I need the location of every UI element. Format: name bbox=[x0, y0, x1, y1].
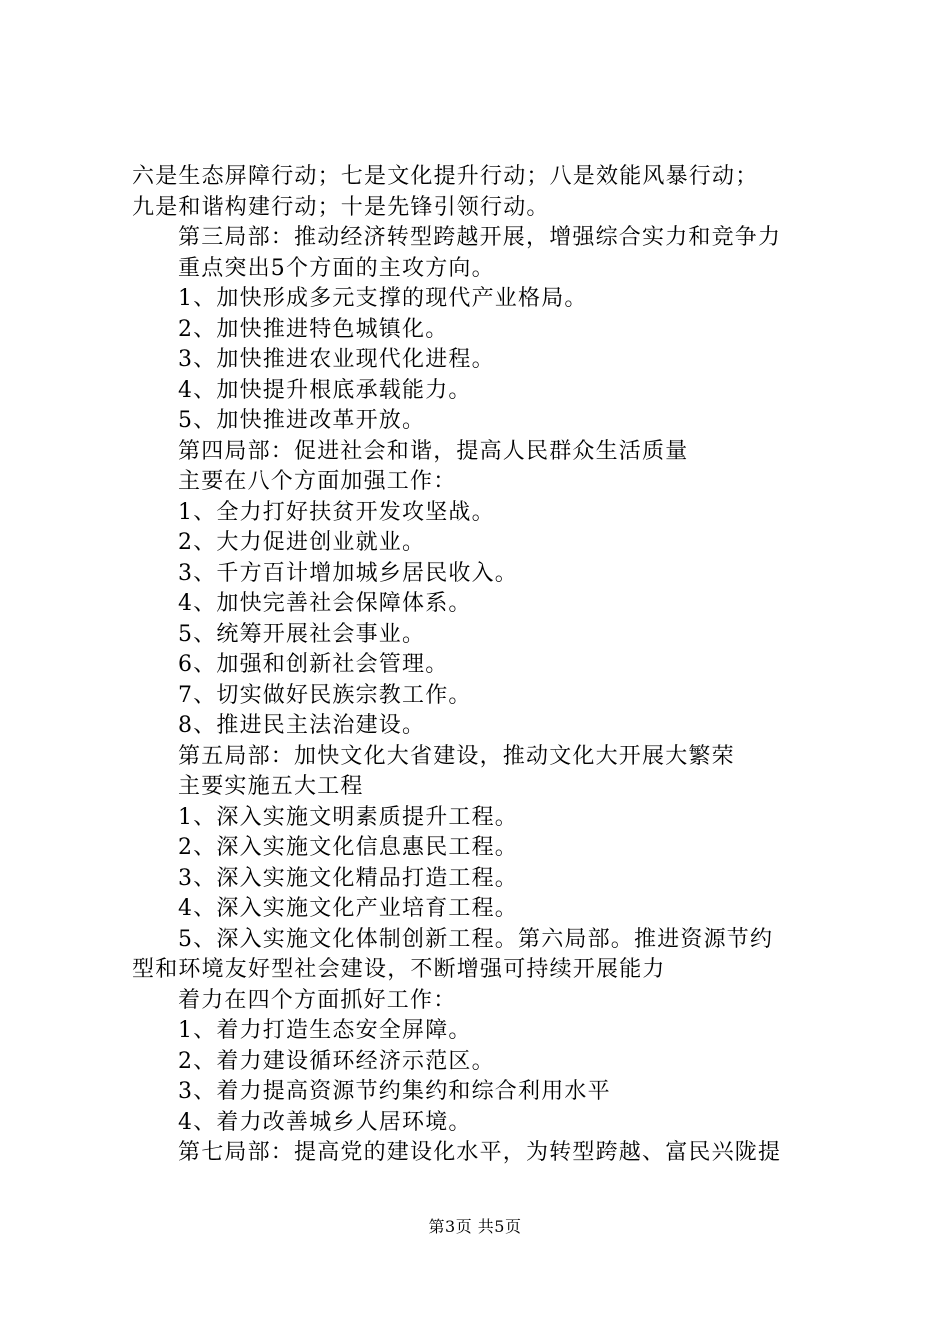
text-line: 3、加快推进农业现代化进程。 bbox=[178, 347, 495, 372]
text-line: 主要实施五大工程 bbox=[178, 774, 364, 799]
text-line: 5、加快推进改革开放。 bbox=[178, 408, 426, 433]
text-line: 6、加强和创新社会管理。 bbox=[178, 652, 449, 677]
text-line: 3、千方百计增加城乡居民收入。 bbox=[178, 560, 518, 586]
text-line: 4、加快完善社会保障体系。 bbox=[178, 591, 472, 616]
text-line: 3、着力提高资源节约集约和综合利用水平 bbox=[178, 1079, 611, 1104]
text-line: 主要在八个方面加强工作： bbox=[178, 469, 457, 494]
text-line: 8、推进民主法治建设。 bbox=[178, 713, 426, 738]
text-line: 5、统筹开展社会事业。 bbox=[178, 621, 426, 647]
text-line: 5、深入实施文化体制创新工程。第六局部。推进资源节约 bbox=[178, 926, 774, 952]
text-line: 六是生态屏障行动；七是文化提升行动；八是效能风暴行动； bbox=[132, 164, 759, 189]
text-line: 第五局部：加快文化大省建设，推动文化大开展大繁荣 bbox=[178, 743, 735, 769]
text-line: 7、切实做好民族宗教工作。 bbox=[178, 682, 472, 708]
text-line: 1、加快形成多元支撑的现代产业格局。 bbox=[178, 286, 588, 311]
text-line: 九是和谐构建行动；十是先锋引领行动。 bbox=[132, 194, 550, 220]
text-line: 2、深入实施文化信息惠民工程。 bbox=[178, 835, 518, 860]
text-line: 4、加快提升根底承载能力。 bbox=[178, 377, 472, 403]
text-line: 3、深入实施文化精品打造工程。 bbox=[178, 865, 518, 891]
text-line: 型和环境友好型社会建设，不断增强可持续开展能力 bbox=[132, 957, 666, 982]
text-line: 1、着力打造生态安全屏障。 bbox=[178, 1018, 472, 1043]
document-body bbox=[132, 162, 852, 1169]
text-line: 着力在四个方面抓好工作： bbox=[178, 987, 457, 1013]
text-line: 2、加快推进特色城镇化。 bbox=[178, 316, 449, 342]
text-line: 第四局部：促进社会和谐，提高人民群众生活质量 bbox=[178, 438, 689, 464]
text-line: 第三局部：推动经济转型跨越开展，增强综合实力和竞争力 bbox=[178, 225, 782, 250]
text-line: 4、着力改善城乡人居环境。 bbox=[178, 1109, 472, 1135]
text-line: 1、深入实施文明素质提升工程。 bbox=[178, 804, 518, 830]
text-line: 1、全力打好扶贫开发攻坚战。 bbox=[178, 499, 495, 525]
text-line: 4、深入实施文化产业培育工程。 bbox=[178, 896, 518, 921]
text-line: 重点突出5个方面的主攻方向。 bbox=[178, 255, 495, 281]
text-line: 第七局部：提高党的建设化水平，为转型跨越、富民兴陇提 bbox=[178, 1140, 782, 1165]
text-line: 2、大力促进创业就业。 bbox=[178, 530, 426, 555]
text-line: 2、着力建设循环经济示范区。 bbox=[178, 1048, 495, 1074]
page-footer: 第3页 共5页 bbox=[428, 1217, 522, 1236]
